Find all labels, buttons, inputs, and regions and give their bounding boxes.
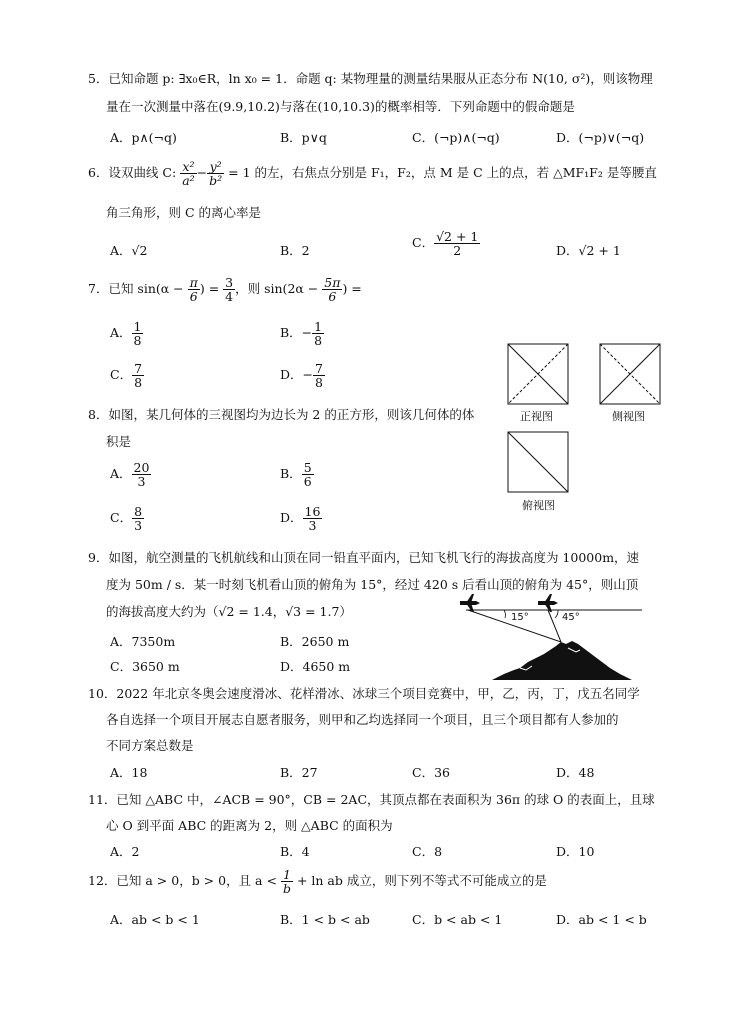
q7-option-d: D．− $\frac{7}{8}$	[280, 361, 323, 391]
q9-line3: 的海拔高度大约为（√2 = 1.4，√3 = 1.7）	[106, 604, 352, 619]
q7-option-a: A． $\frac{1}{8}$	[110, 319, 142, 349]
q10-line1: 10．2022 年北京冬奥会速度滑冰、花样滑冰、冰球三个项目竞赛中，甲，乙，丙，丁，戊五名同学	[88, 686, 640, 701]
top-view-label: 俯视图	[522, 499, 555, 512]
q11-line1: 11．已知 △ABC 中，∠ACB = 90°，CB = 2AC，其顶点都在表面积为 36π 的球 O 的表面上，且球	[88, 792, 655, 807]
q6-option-a: A．√2	[110, 243, 148, 258]
sight-line-45	[548, 610, 561, 642]
q8-option-c: C． $\frac{8}{3}$	[110, 504, 143, 534]
q9-line1: 9．如图，航空测量的飞机航线和山顶在同一铅直平面内，已知飞机飞行的海拔高度为 10000m，速	[88, 550, 640, 565]
q6-frac-x: $\frac{\text{x²}}{\text{a²}}$	[182, 159, 195, 189]
q8-option-d: D． $\frac{16}{3}$	[280, 504, 321, 534]
q11-option-c: C．8	[412, 844, 443, 859]
side-view-label: 侧视图	[612, 410, 645, 423]
airplane-icon-2	[538, 594, 558, 612]
q10-option-a: A．18	[110, 765, 148, 780]
q10-line2: 各自选择一个项目开展志自愿者服务，则甲和乙均选择同一个项目，且三个项目都有人参加的	[106, 712, 619, 727]
q7-option-b: B．− $\frac{1}{8}$	[280, 319, 323, 349]
q10-line3: 不同方案总数是	[106, 738, 194, 753]
q11-line2: 心 O 到平面 ABC 的距离为 2，则 △ABC 的面积为	[106, 818, 393, 833]
angle-label-45: 45°	[562, 612, 580, 623]
q11-option-b: B．4	[280, 844, 310, 859]
top-view-square	[508, 432, 568, 492]
q11-option-d: D．10	[556, 844, 595, 859]
q7-option-c: C． $\frac{7}{8}$	[110, 361, 143, 391]
q12-option-b: B．1 < b < ab	[280, 912, 370, 927]
q8-option-a: A． $\frac{20}{3}$	[110, 460, 150, 490]
q5-option-b: B．p∨q	[280, 130, 327, 145]
q9-option-a: A．7350m	[110, 634, 176, 649]
q9-option-d: D．4650 m	[280, 659, 351, 674]
q11-option-a: A．2	[110, 844, 140, 859]
q6-option-d: D．√2 + 1	[556, 243, 621, 258]
q8-line2: 积是	[106, 434, 132, 449]
q5-option-c: C．(¬p)∧(¬q)	[412, 130, 500, 145]
q12-line1: 12．已知 a > 0，b > 0，且 a < $\frac{1}{b}$ + ln ab 成立，则下列不等式不可能成立的是	[88, 867, 547, 897]
side-view-square	[600, 344, 660, 404]
q6-line2: 角三角形，则 C 的离心率是	[106, 205, 262, 220]
front-view-label: 正视图	[520, 410, 553, 423]
q6-frac-y: $\frac{\text{y²}}{\text{b²}}$	[209, 159, 223, 189]
angle-arc-15	[504, 610, 505, 618]
q8-line1: 8．如图，某几何体的三视图均为边长为 2 的正方形，则该几何体的体	[88, 407, 475, 422]
q8-option-b: B． $\frac{5}{6}$	[280, 460, 312, 490]
mountain-shape	[492, 641, 632, 680]
q5-option-a: A．p∧(¬q)	[110, 130, 177, 145]
angle-label-15: 15°	[511, 612, 529, 623]
q5-option-d: D．(¬p)∨(¬q)	[556, 130, 645, 145]
q6-line1: 6．设双曲线 C: $\frac{\text{x²}}{\text{a²}}$ − $\frac{\text{y²}}{\text{b²}}$ = 1 的左，右焦点分别是 F₁，F₂，点 M 是 C 上的点，若 △MF₁F₂ 是等腰直	[88, 159, 657, 189]
airplane-icon-1	[460, 594, 480, 612]
angle-arc-45	[555, 610, 558, 618]
q12-option-d: D．ab < 1 < b	[556, 912, 647, 927]
q10-option-c: C．36	[412, 765, 450, 780]
q12-option-c: C．b < ab < 1	[412, 912, 503, 927]
q10-option-b: B．27	[280, 765, 318, 780]
airplane-mountain-figure	[460, 592, 646, 682]
q9-option-b: B．2650 m	[280, 634, 350, 649]
q9-line2: 度为 50m / s．某一时刻飞机看山顶的俯角为 15°，经过 420 s 后看山顶的俯角为 45°，则山顶	[106, 577, 639, 592]
q6-option-b: B．2	[280, 243, 310, 258]
q12-option-a: A．ab < b < 1	[110, 912, 200, 927]
q6-option-c: C． $\frac{√2 + 1}{2}$	[412, 229, 479, 259]
q5-line1: 5．已知命题 p: ∃x₀∈R，ln x₀ = 1．命题 q: 某物理量的测量结果服从正态分布 N(10, σ²)，则该物理	[88, 71, 653, 86]
q9-option-c: C．3650 m	[110, 659, 180, 674]
q10-option-d: D．48	[556, 765, 595, 780]
q5-line2: 量在一次测量中落在(9.9,10.2)与落在(10,10.3)的概率相等．下列命题中的假命题是	[106, 99, 575, 114]
q7-line1: 7．已知 sin(α − $\frac{\pi}{6}$ ) = $\frac{3}{4}$ ，则 sin(2α − $\frac{5\pi}{6}$ ) =	[88, 275, 362, 305]
front-view-square	[508, 344, 568, 404]
